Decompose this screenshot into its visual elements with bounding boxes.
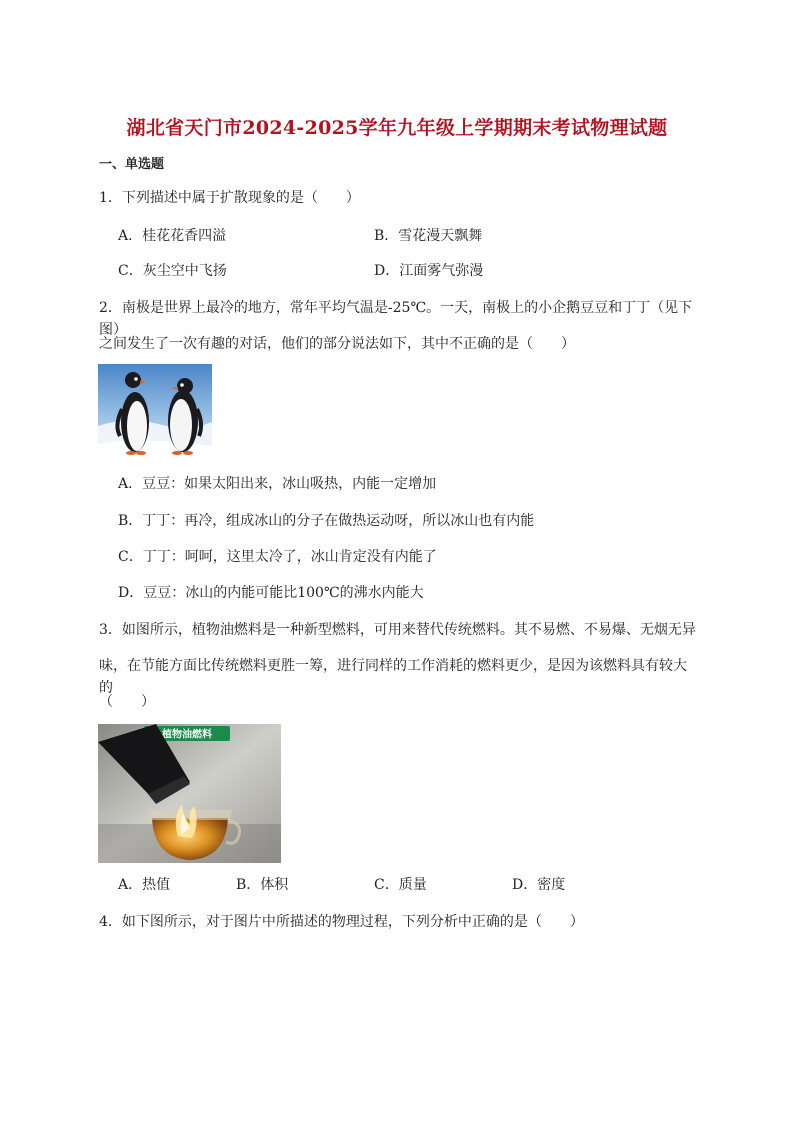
question-2-option-d: D．豆豆：冰山的内能可能比100℃的沸水内能大 (118, 585, 424, 601)
question-1-option-c: C．灰尘空中飞扬 (118, 263, 227, 279)
question-3-stem-line-1: 3．如图所示，植物油燃料是一种新型燃料，可用来替代传统燃料。其不易燃、不易爆、无烟无异 (99, 622, 696, 638)
question-2-stem-line-2: 之间发生了一次有趣的对话，他们的部分说法如下，其中不正确的是（ ） (99, 336, 575, 352)
question-3-option-a: A．热值 (118, 877, 171, 893)
question-3-stem-line-3: （ ） (99, 694, 155, 710)
question-1-option-d: D．江面雾气弥漫 (374, 263, 484, 279)
question-2-option-c: C．丁丁：呵呵，这里太冷了，冰山肯定没有内能了 (118, 549, 437, 565)
question-2-option-b: B．丁丁：再冷，组成冰山的分子在做热运动呀，所以冰山也有内能 (118, 513, 535, 529)
question-1-stem: 1．下列描述中属于扩散现象的是（ ） (99, 190, 360, 206)
question-4-stem: 4．如下图所示，对于图片中所描述的物理过程，下列分析中正确的是（ ） (99, 914, 584, 930)
question-1-option-b: B．雪花漫天飘舞 (374, 228, 483, 244)
question-1-option-a: A．桂花花香四溢 (118, 228, 227, 244)
question-2-option-a: A．豆豆：如果太阳出来，冰山吸热，内能一定增加 (118, 476, 437, 492)
section-heading: 一、单选题 (99, 157, 165, 172)
question-3-stem-line-2: 味，在节能方面比传统燃料更胜一筹，进行同样的工作消耗的燃料更少，是因为该燃料具有较大的 (99, 658, 687, 696)
question-2-stem-line-1: 2．南极是世界上最冷的地方，常年平均气温是-25℃。一天，南极上的小企鹅豆豆和丁丁（见下图） (99, 300, 693, 338)
page-title: 湖北省天门市2024-2025学年九年级上学期期末考试物理试题 (126, 117, 668, 139)
question-3-option-c: C．质量 (374, 877, 427, 893)
penguins-image (98, 364, 212, 462)
image-label: 植物油燃料 (162, 729, 212, 741)
question-3-option-d: D．密度 (512, 877, 566, 893)
vegetable-oil-fuel-image (98, 724, 281, 863)
question-3-option-b: B．体积 (236, 877, 289, 893)
